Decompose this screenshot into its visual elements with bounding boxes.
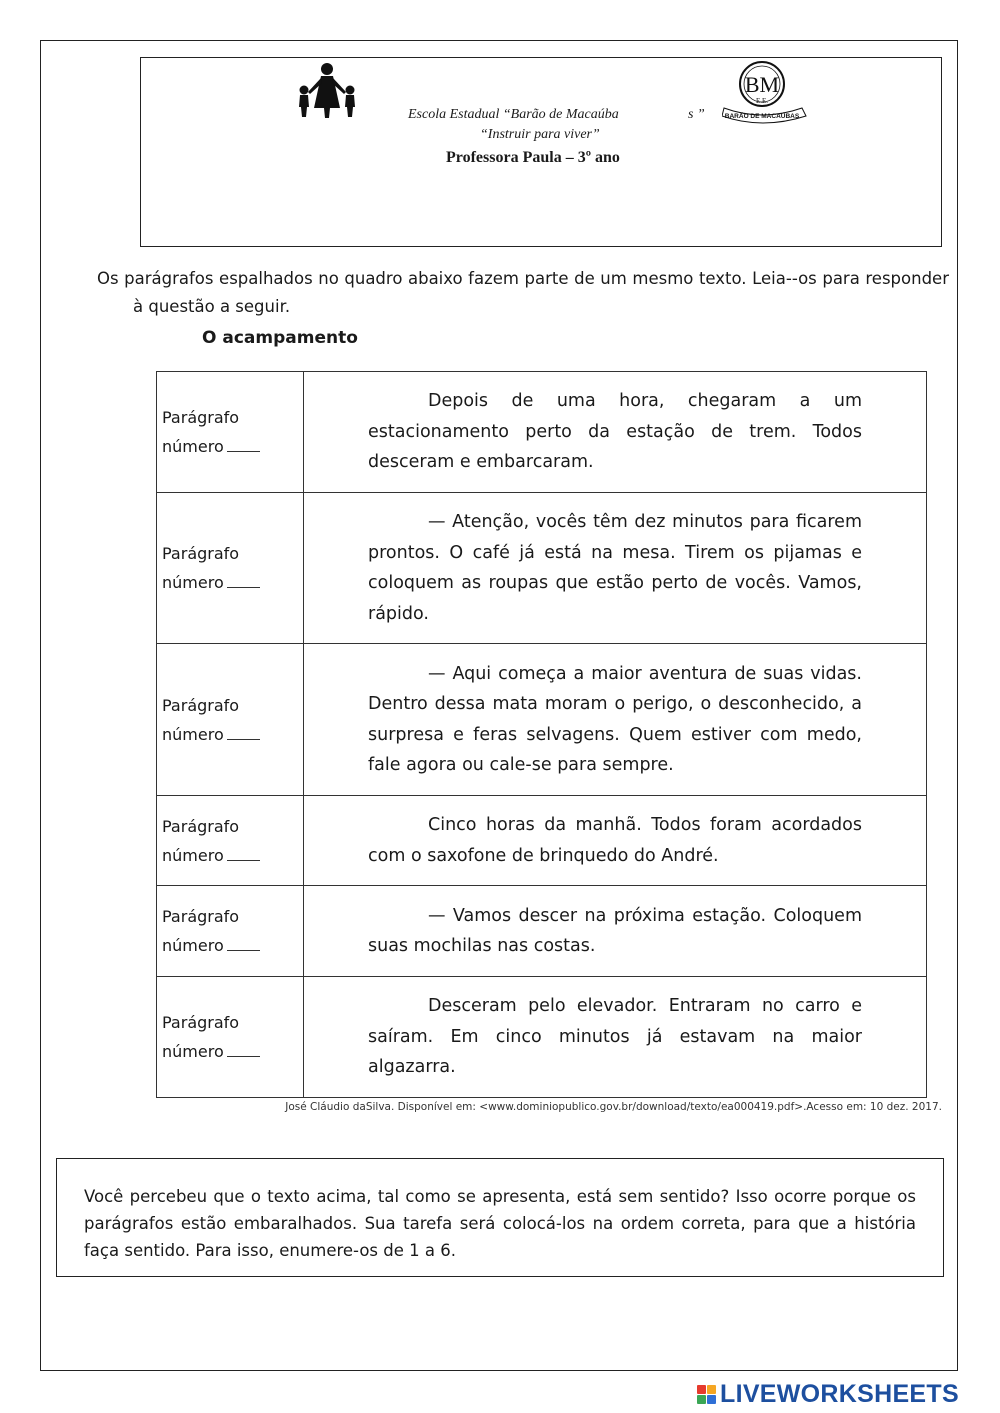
citation: José Cláudio daSilva. Disponível em: <www.dominiopublico.gov.br/download/texto/ea000419.pdf>.Acesso em: 10 dez. 2017. — [285, 1101, 942, 1113]
family-logo — [294, 62, 360, 118]
paragraph-table — [156, 371, 927, 1098]
liveworksheets-logo-icon — [697, 1385, 716, 1404]
paragraph-number-cell — [157, 644, 304, 796]
school-logo — [722, 58, 808, 124]
paragraph-text-cell — [304, 796, 927, 886]
table-row — [157, 372, 927, 493]
logo-square — [707, 1395, 716, 1404]
task-text: Você percebeu que o texto acima, tal como se apresenta, está sem sentido? Isso ocorre porque os parágrafos estão embaralhados. Sua tarefa será colocá-los na ordem correta, para que a história faça sentido. Para isso, enumere-os de 1 a 6. — [84, 1187, 916, 1260]
paragraph-text: — Vamos descer na próxima estação. Coloquem suas mochilas nas costas. — [368, 905, 862, 956]
paragraph-text-cell — [304, 644, 927, 796]
intro-text: Os parágrafos espalhados no quadro abaixo fazem parte de um mesmo texto. Leia--os para responder à questão a seguir. — [97, 269, 949, 316]
paragraph-text: Depois de uma hora, chegaram a um estacionamento perto da estação de trem. Todos desceram e embarcaram. — [368, 391, 862, 473]
paragraph-number-cell — [157, 977, 304, 1098]
paragraph-label: Parágrafo — [162, 544, 240, 563]
liveworksheets-brand[interactable] — [697, 1379, 959, 1409]
story-title: O acampamento — [202, 328, 358, 348]
paragraph-number-line: número — [162, 720, 303, 749]
paragraph-text: Desceram pelo elevador. Entraram no carro e saíram. Em cinco minutos já estavam na maior algazarra. — [368, 996, 862, 1078]
paragraph-text-cell — [304, 886, 927, 977]
paragraph-number-cell — [157, 493, 304, 644]
paragraph-text-cell — [304, 493, 927, 644]
paragraph-label: Parágrafo — [162, 408, 240, 427]
logo-square — [697, 1395, 706, 1404]
paragraph-label: Parágrafo — [162, 1013, 240, 1032]
logo-ribbon-text: BARÃO DE MACAÚBAS — [724, 113, 800, 120]
paragraph-label: Parágrafo — [162, 907, 240, 926]
table-row — [157, 796, 927, 886]
table-row — [157, 493, 927, 644]
table-row — [157, 886, 927, 977]
paragraph-number-line: número — [162, 931, 303, 960]
logo-letters: E.E. — [755, 97, 769, 105]
paragraph-text-cell — [304, 372, 927, 493]
paragraph-number-cell — [157, 372, 304, 493]
table-row — [157, 977, 927, 1098]
logo-square — [707, 1385, 716, 1394]
number-answer-blank[interactable] — [227, 1042, 260, 1057]
paragraph-text: Cinco horas da manhã. Todos foram acordados com o saxofone de brinquedo do André. — [368, 815, 862, 866]
school-name: Escola Estadual “Barão de Macaúba — [408, 107, 619, 122]
number-answer-blank[interactable] — [227, 936, 260, 951]
teacher-line: Professora Paula – 3º ano — [446, 149, 620, 166]
number-answer-blank[interactable] — [227, 573, 260, 588]
school-name-suffix: s ” — [688, 107, 705, 122]
school-motto: “Instruir para viver” — [480, 127, 600, 142]
paragraph-text-cell — [304, 977, 927, 1098]
paragraph-number-line: número — [162, 841, 303, 870]
paragraph-text: — Atenção, vocês têm dez minutos para ficarem prontos. O café já está na mesa. Tirem os pijamas e coloquem as roupas que estão perto de vocês. Vamos, rápido. — [368, 512, 862, 624]
paragraph-number-cell — [157, 886, 304, 977]
paragraph-number-cell — [157, 796, 304, 886]
paragraph-text: — Aqui começa a maior aventura de suas vidas. Dentro dessa mata moram o perigo, o desconhecido, a surpresa e feras selvagens. Quem estiver com medo, fale agora ou cale-se para sempre. — [368, 663, 862, 775]
number-answer-blank[interactable] — [227, 437, 260, 452]
paragraph-number-line: número — [162, 568, 303, 597]
logo-square — [697, 1385, 706, 1394]
paragraph-label: Parágrafo — [162, 695, 240, 715]
paragraph-number-line: número — [162, 432, 303, 461]
logo-monogram: BM — [744, 72, 780, 97]
number-answer-blank[interactable] — [227, 725, 260, 740]
paragraph-number-line: número — [162, 1037, 303, 1066]
number-answer-blank[interactable] — [227, 846, 260, 861]
paragraph-label: Parágrafo — [162, 816, 240, 836]
task-box — [56, 1158, 944, 1277]
brand-text: LIVEWORKSHEETS — [720, 1379, 959, 1408]
table-row — [157, 644, 927, 796]
